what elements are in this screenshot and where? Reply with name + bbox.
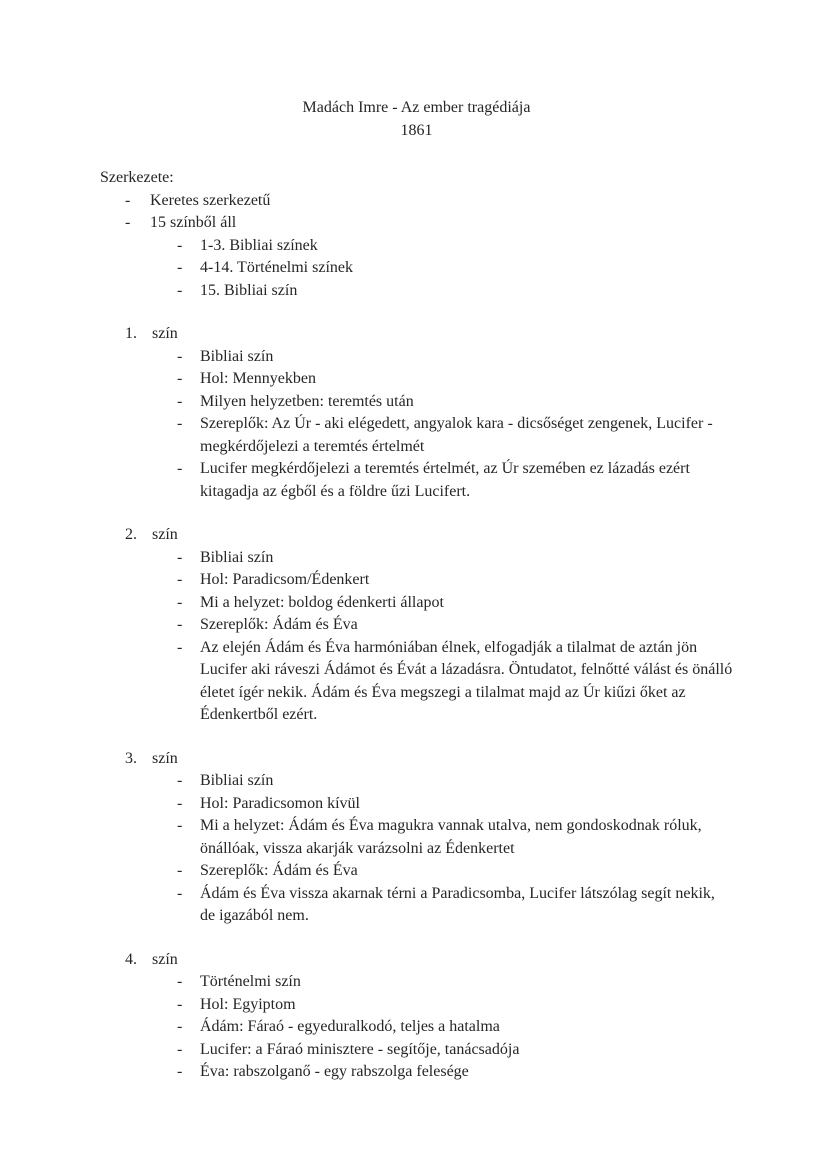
sub-list-item bbox=[100, 413, 733, 458]
bullet-text: Ádám: Fáraó - egyeduralkodó, teljes a hatalma bbox=[200, 1018, 500, 1035]
section-3 bbox=[100, 748, 733, 928]
bullet-dash: - bbox=[177, 571, 183, 588]
bullet-text: 1-3. Bibliai színek bbox=[200, 236, 318, 254]
bullet-text: Szereplők: Ádám és Éva bbox=[200, 616, 358, 633]
bullet-text: Mi a helyzet: boldog édenkerti állapot bbox=[200, 593, 444, 611]
bullet-dash: - bbox=[177, 259, 183, 276]
bullet-text: Bibliai szín bbox=[200, 548, 274, 566]
bullet-text: Lucifer megkérdőjelezi a teremtés értelmét, az Úr szemében ez lázadás ezért kitagadja az égből és a földre űzi Lucifert. bbox=[200, 460, 690, 500]
section-number: 2. bbox=[125, 526, 137, 543]
bullet-dash: - bbox=[177, 281, 183, 299]
bullet-dash: - bbox=[177, 772, 183, 789]
bullet-dash: - bbox=[177, 794, 183, 812]
section-number: 4. bbox=[125, 950, 137, 968]
title-block bbox=[100, 97, 733, 142]
bullet-text: Hol: Paradicsomon kívül bbox=[200, 794, 360, 812]
section-label: szín bbox=[152, 526, 178, 543]
bullet-text: 4-14. Történelmi színek bbox=[200, 259, 353, 276]
bullet-dash: - bbox=[177, 1063, 183, 1080]
section-header bbox=[100, 949, 733, 972]
sub-list-item bbox=[100, 614, 733, 637]
list-item bbox=[100, 190, 733, 213]
bullet-dash: - bbox=[177, 347, 183, 365]
bullet-dash: - bbox=[177, 548, 183, 566]
bullet-text: Szereplők: Ádám és Éva bbox=[200, 862, 358, 879]
bullet-dash: - bbox=[177, 973, 183, 990]
bullet-text: Bibliai szín bbox=[200, 347, 274, 365]
section-label: szín bbox=[152, 325, 178, 342]
bullet-text: Keretes szerkezetű bbox=[150, 191, 271, 209]
sub-list-item bbox=[100, 592, 733, 615]
section-header bbox=[100, 748, 733, 771]
bullet-text: Milyen helyzetben: teremtés után bbox=[200, 392, 414, 410]
sub-list-item bbox=[100, 368, 733, 391]
bullet-text: Hol: Mennyekben bbox=[200, 370, 316, 387]
bullet-text: 15. Bibliai szín bbox=[200, 281, 298, 299]
bullet-dash: - bbox=[177, 370, 183, 387]
bullet-text: Lucifer: a Fáraó minisztere - segítője, tanácsadója bbox=[200, 1040, 520, 1058]
bullet-dash: - bbox=[177, 995, 183, 1013]
sub-list-item bbox=[100, 883, 733, 928]
section-number: 3. bbox=[125, 749, 137, 767]
bullet-text: Bibliai szín bbox=[200, 772, 274, 789]
sub-list-item bbox=[100, 280, 733, 303]
bullet-text: Szereplők: Az Úr - aki elégedett, angyalok kara - dicsőséget zengenek, Lucifer - megkérdőjelezi a teremtés értelmét bbox=[200, 415, 713, 455]
bullet-dash: - bbox=[125, 214, 131, 231]
sub-list-item bbox=[100, 1061, 733, 1084]
sub-list-item bbox=[100, 391, 733, 414]
bullet-dash: - bbox=[177, 638, 183, 656]
section-4 bbox=[100, 949, 733, 1084]
sub-list-item bbox=[100, 346, 733, 369]
section-number: 1. bbox=[125, 325, 137, 342]
bullet-text: Hol: Paradicsom/Édenkert bbox=[200, 571, 370, 588]
bullet-dash: - bbox=[177, 236, 183, 254]
bullet-text: 15 színből áll bbox=[150, 214, 237, 231]
bullet-text: Az elején Ádám és Éva harmóniában élnek, elfogadják a tilalmat de aztán jön Lucifer aki ráveszi Ádámot és Évát a lázadásra. Öntudatot, felnőtté válást és önálló életet ígér nekik. Ádám és Éva megszegi a tilalmat majd az Úr kiűzi őket az Édenkertből ezért. bbox=[200, 638, 733, 723]
document-year: 1861 bbox=[400, 121, 433, 139]
bullet-dash: - bbox=[177, 817, 183, 834]
bullet-dash: - bbox=[177, 1018, 183, 1035]
section-header bbox=[100, 323, 733, 346]
bullet-text: Mi a helyzet: Ádám és Éva magukra vannak utalva, nem gondoskodnak róluk, önállóak, vissza akarják varázsolni az Édenkertet bbox=[200, 817, 702, 857]
bullet-dash: - bbox=[177, 884, 183, 902]
bullet-text: Hol: Egyiptom bbox=[200, 995, 296, 1013]
sub-list-item bbox=[100, 235, 733, 258]
sub-list-item bbox=[100, 793, 733, 816]
bullet-dash: - bbox=[177, 1040, 183, 1058]
bullet-dash: - bbox=[125, 191, 131, 209]
sub-list-item bbox=[100, 458, 733, 503]
bullet-dash: - bbox=[177, 460, 183, 477]
sub-list-item bbox=[100, 860, 733, 883]
list-item bbox=[100, 212, 733, 235]
section-label: szín bbox=[152, 749, 178, 767]
section-label: szín bbox=[152, 950, 178, 968]
structure-heading: Szerkezete: bbox=[100, 169, 174, 186]
bullet-text: Ádám és Éva vissza akarnak térni a Paradicsomba, Lucifer látszólag segít nekik, de igazából nem. bbox=[200, 884, 715, 924]
document-title: Madách Imre - Az ember tragédiája bbox=[302, 99, 531, 116]
bullet-text: Történelmi szín bbox=[200, 973, 301, 990]
sub-list-item bbox=[100, 547, 733, 570]
sub-list-item bbox=[100, 1039, 733, 1062]
sub-list-item bbox=[100, 569, 733, 592]
section-2 bbox=[100, 524, 733, 727]
bullet-dash: - bbox=[177, 862, 183, 879]
bullet-dash: - bbox=[177, 392, 183, 410]
section-1 bbox=[100, 323, 733, 503]
sub-list-item bbox=[100, 1016, 733, 1039]
sub-list-item bbox=[100, 971, 733, 994]
bullet-text: Éva: rabszolganő - egy rabszolga felesége bbox=[200, 1063, 469, 1080]
sub-list-item bbox=[100, 815, 733, 860]
bullet-dash: - bbox=[177, 616, 183, 633]
bullet-dash: - bbox=[177, 593, 183, 611]
section-header bbox=[100, 524, 733, 547]
sub-list-item bbox=[100, 994, 733, 1017]
sub-list-item bbox=[100, 257, 733, 280]
bullet-dash: - bbox=[177, 415, 183, 432]
sub-list-item bbox=[100, 770, 733, 793]
sub-list-item bbox=[100, 637, 733, 727]
document-content bbox=[100, 0, 733, 1084]
